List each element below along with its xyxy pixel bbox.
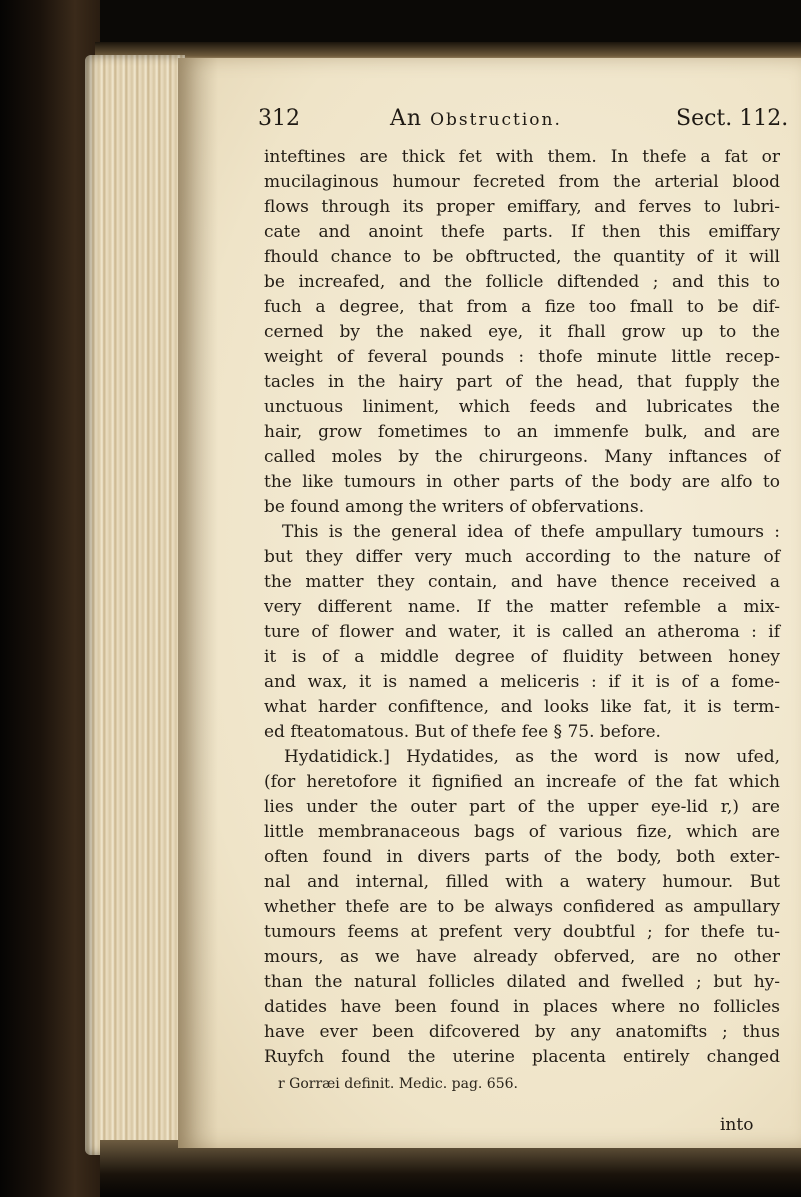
page-number: 312 — [258, 106, 300, 131]
text-line: inteftines are thick fet with them. In thefe a fat or — [264, 147, 780, 167]
text-line: ture of flower and water, it is called an atheroma : if — [264, 622, 780, 642]
body-text — [264, 145, 780, 1070]
text-line: Hydatidick.] Hydatides, as the word is now ufed, — [284, 747, 780, 767]
text-line: nal and internal, filled with a watery humour. But — [264, 872, 780, 892]
text-line: mours, as we have already obferved, are no other — [264, 947, 780, 967]
text-line: very different name. If the matter refemble a mix- — [264, 597, 780, 617]
text-line: weight of feveral pounds : thofe minute little recep- — [264, 347, 780, 367]
running-title — [390, 106, 562, 131]
text-line: fuch a degree, that from a fize too fmall to be dif- — [264, 297, 780, 317]
text-line: This is the general idea of thefe ampullary tumours : — [282, 522, 780, 542]
section-number: Sect. 112. — [676, 106, 789, 131]
text-line: have ever been difcovered by any anatomifts ; thus — [264, 1022, 780, 1042]
running-header — [258, 106, 788, 146]
text-line: mucilaginous humour fecreted from the arterial blood — [264, 172, 780, 192]
text-line: called moles by the chirurgeons. Many inftances of — [264, 447, 780, 467]
text-line: but they differ very much according to the nature of — [264, 547, 780, 567]
text-line: unctuous liniment, which feeds and lubricates the — [264, 397, 780, 417]
text-line: often found in divers parts of the body, both exter- — [264, 847, 780, 867]
text-line: Ruyfch found the uterine placenta entirely changed — [264, 1047, 780, 1067]
text-line: what harder confiftence, and looks like fat, it is term- — [264, 697, 780, 717]
text-line: fhould chance to be obftructed, the quantity of it will — [264, 247, 780, 267]
text-line: lies under the outer part of the upper eye-lid r,) are — [264, 797, 780, 817]
title-main: Obstruction. — [430, 110, 562, 130]
book-bottom-edge — [100, 1140, 801, 1197]
text-line: flows through its proper emiffary, and ferves to lubri- — [264, 197, 780, 217]
text-line: whether thefe are to be always confidered as ampullary — [264, 897, 780, 917]
text-line: and wax, it is named a meliceris : if it is of a fome- — [264, 672, 780, 692]
text-line: it is of a middle degree of fluidity between honey — [264, 647, 780, 667]
text-line: cate and anoint thefe parts. If then this emiffary — [264, 222, 780, 242]
text-line: hair, grow fometimes to an immenfe bulk, and are — [264, 422, 780, 442]
text-line: little membranaceous bags of various fize, which are — [264, 822, 780, 842]
text-line: be increafed, and the follicle diftended ; and this to — [264, 272, 780, 292]
text-line: than the natural follicles dilated and fwelled ; but hy- — [264, 972, 780, 992]
text-line: the like tumours in other parts of the body are alfo to — [264, 472, 780, 492]
catchword: into — [720, 1115, 754, 1135]
text-line: tacles in the hairy part of the head, that fupply the — [264, 372, 780, 392]
text-line: be found among the writers of obfervations. — [264, 497, 645, 517]
text-line: (for heretofore it fignified an increafe of the fat which — [264, 772, 780, 792]
footnote: r Gorræi definit. Medic. pag. 656. — [278, 1076, 518, 1092]
text-line: tumours feems at prefent very doubtful ; for thefe tu- — [264, 922, 780, 942]
text-line: cerned by the naked eye, it fhall grow up to the — [264, 322, 780, 342]
text-line: the matter they contain, and have thence received a — [264, 572, 780, 592]
page-edges — [85, 55, 185, 1155]
title-prefix: An — [390, 106, 431, 131]
gutter-shadow — [178, 58, 218, 1148]
text-line: datides have been found in places where no follicles — [264, 997, 780, 1017]
text-line: ed fteatomatous. But of thefe fee § 75. before. — [264, 722, 661, 742]
book-page — [178, 58, 801, 1148]
